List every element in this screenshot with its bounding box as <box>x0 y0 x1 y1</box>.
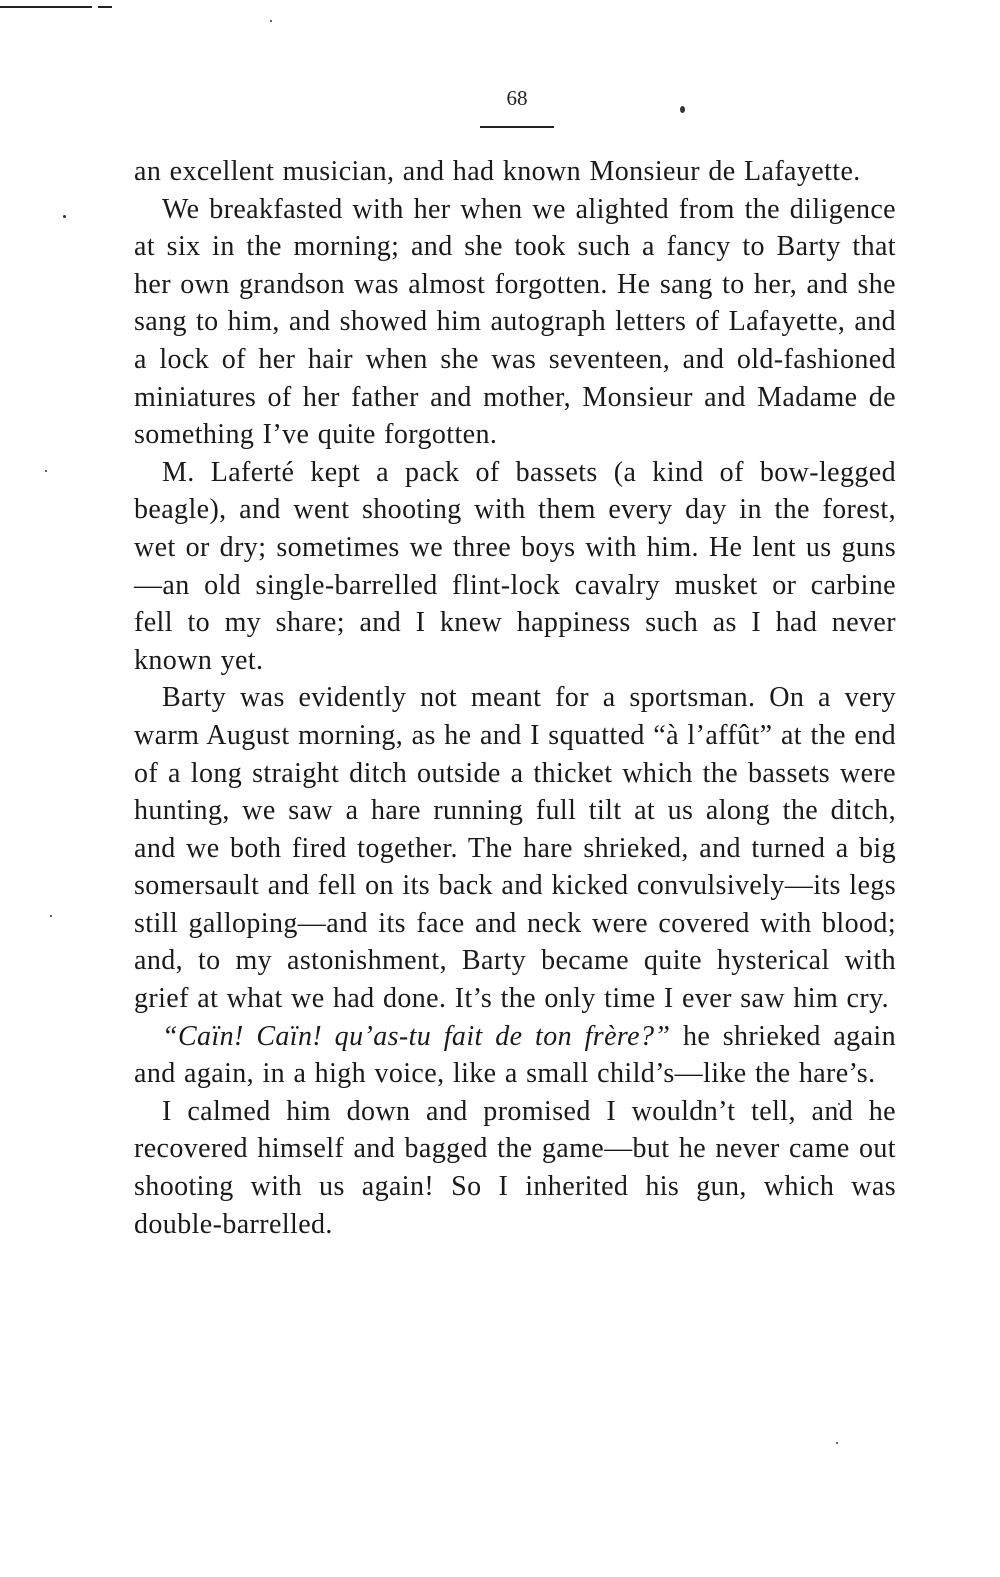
page-body-text <box>134 153 896 1243</box>
ink-speck <box>680 106 685 113</box>
paragraph-6: I calmed him down and promised I wouldn’t tell, and he recovered himself and bagged the game—but he never came out shooting with us again! So I inherited his gun, which was double-barrelled. <box>134 1095 896 1240</box>
paragraph-5 <box>134 1018 896 1093</box>
french-quote: “Caïn! Caïn! qu’as-tu fait de ton frère?” <box>162 1020 671 1052</box>
paragraph-1: an excellent musician, and had known Monsieur de Lafayette. <box>134 156 861 187</box>
page-number: 68 <box>506 86 528 110</box>
top-edge-rule <box>0 6 92 8</box>
top-edge-rule-short <box>98 6 112 8</box>
paragraph-4: Barty was evidently not meant for a sportsman. On a very warm August morning, as he and I squatted “à l’affût” at the end of a long straight ditch outside a thicket which the bassets were hunting, we saw a hare running full tilt at us along the ditch, and we both fired together. The hare shrieked, and turned a big somersault and fell on its back and kicked convulsively—its legs still galloping—and its face and neck were covered with blood; and, to my astonishment, Barty became quite hysterical with grief at what we had done. It’s the only time I ever saw him cry. <box>134 682 896 1015</box>
paragraph-3: M. Laferté kept a pack of bassets (a kind of bow-legged beagle), and went shooting with them every day in the forest, wet or dry; sometimes we three boys with him. He lent us guns—an old single-barrelled flint-lock cavalry musket or carbine fell to my share; and I knew happiness such as I had never known yet. <box>134 456 896 676</box>
ink-speck <box>45 470 47 472</box>
paragraph-2: We breakfasted with her when we alighted from the diligence at six in the morning; and she took such a fancy to Barty that her own grandson was almost forgotten. He sang to her, and she sang to him, and showed him autograph letters of Lafayette, and a lock of her hair when she was seventeen, and old-fashioned miniatures of her father and mother, Monsieur and Madame de something I’ve quite forgotten. <box>134 193 896 451</box>
page-number-rule <box>480 126 554 128</box>
paragraph-5-rest: he shrieked again and again, in a high voice, like a small child’s—like the hare’s. <box>134 1020 896 1090</box>
ink-speck <box>836 1442 838 1444</box>
ink-speck <box>270 20 272 22</box>
ink-speck <box>63 215 66 218</box>
ink-speck <box>50 915 52 917</box>
